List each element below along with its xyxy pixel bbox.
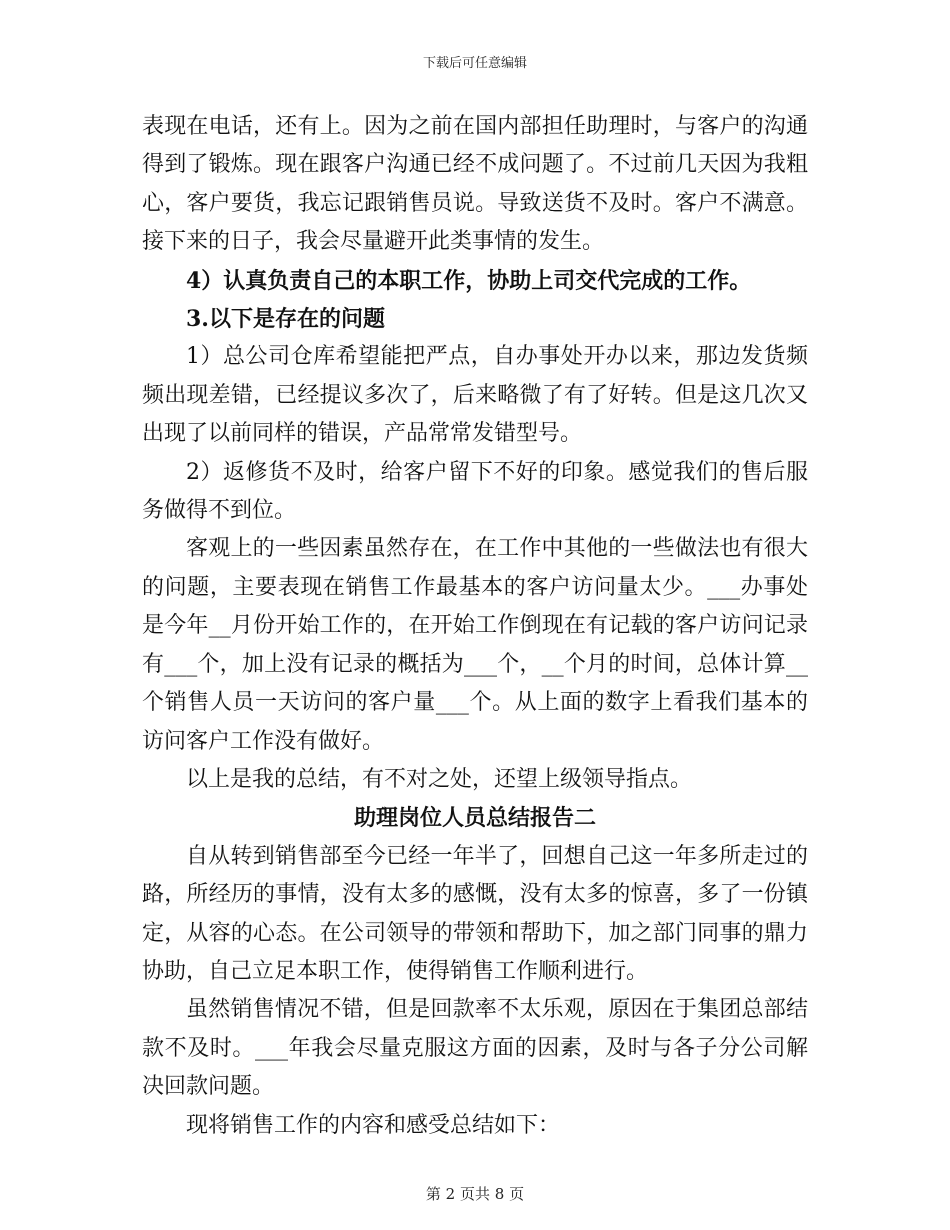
closing-paragraph: 以上是我的总结，有不对之处，还望上级领导指点。 — [186, 766, 693, 792]
problem-1-paragraph: 1）总公司仓库希望能把严点，自办事处开办以来，那边发货频频出现差错，已经提议多次了，后来略微了有了好转。但是这几次又出现了以前同样的错误，产品常常发错型号。 — [142, 344, 808, 447]
section-3-heading: 3.以下是存在的问题 — [186, 306, 385, 333]
payment-paragraph: 虽然销售情况不错，但是回款率不太乐观，原因在于集团总部结款不及时。___年我会尽量克服这方面的因素，及时与各子分公司解决回款问题。 — [142, 997, 808, 1100]
summary-intro-paragraph: 现将销售工作的内容和感受总结如下： — [186, 1112, 561, 1138]
problem-2-paragraph: 2）返修货不及时，给客户留下不好的印象。感觉我们的售后服务做得不到位。 — [142, 459, 808, 524]
page-header: 下载后可任意编辑 — [422, 56, 527, 71]
objective-factors-paragraph: 客观上的一些因素虽然存在，在工作中其他的一些做法也有很大的问题，主要表现在销售工作最基本的客户访问量太少。___办事处是今年__月份开始工作的，在开始工作倒现在有记载的客户访问记录有___个，加上没有记录的概括为___个，__个月的时间，总体计算__个销售人员一天访问的客户量___个。从上面的数字上看我们基本的访问客户工作没有做好。 — [142, 536, 808, 754]
page-footer: 第 2 页共 8 页 — [425, 1185, 525, 1203]
document-body — [142, 108, 808, 1145]
item-4-heading: 4）认真负责自己的本职工作，协助上司交代完成的工作。 — [186, 267, 752, 294]
intro-paragraph: 自从转到销售部至今已经一年半了，回想自己这一年多所走过的路，所经历的事情，没有太多的感慨，没有太多的惊喜，多了一份镇定，从容的心态。在公司领导的带领和帮助下，加之部门同事的鼎力协助，自己立足本职工作，使得销售工作顺利进行。 — [142, 843, 808, 984]
paragraph-customer-communication: 表现在电话，还有上。因为之前在国内部担任助理时，与客户的沟通得到了锻炼。现在跟客户沟通已经不成问题了。不过前几天因为我粗心，客户要货，我忘记跟销售员说。导致送货不及时。客户不满意。接下来的日子，我会尽量避开此类事情的发生。 — [142, 114, 808, 255]
report-two-title: 助理岗位人员总结报告二 — [353, 805, 596, 832]
